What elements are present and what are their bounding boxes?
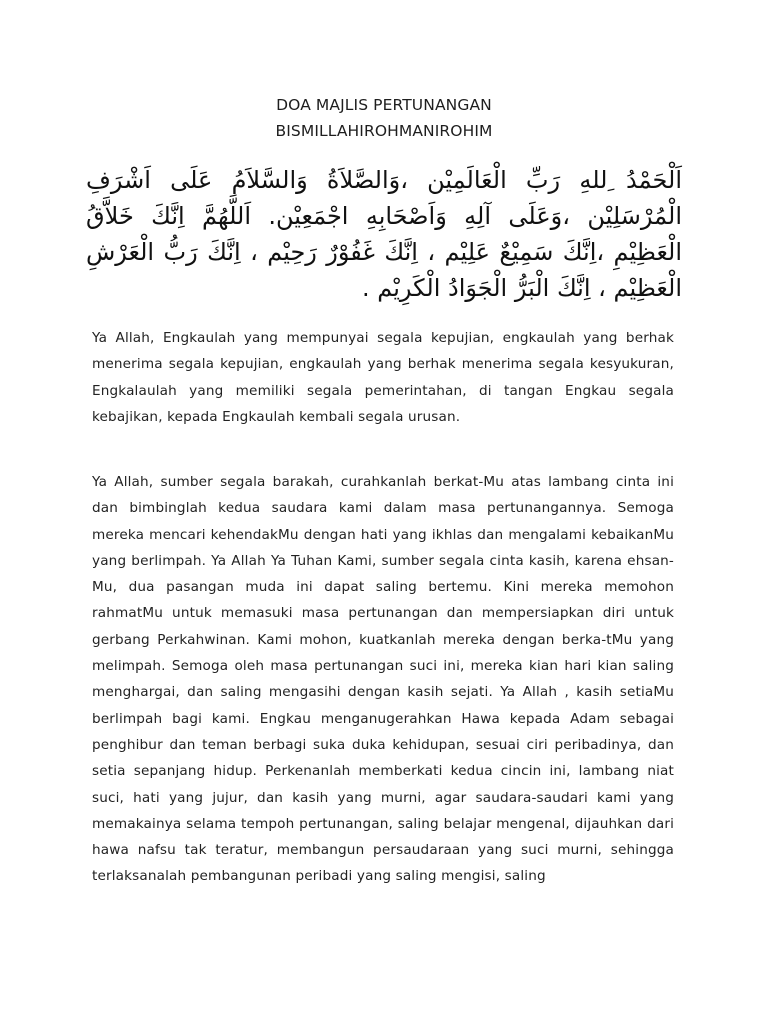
body-paragraph-1: Ya Allah, Engkaulah yang mempunyai segala kepujian, engkaulah yang berhak menerima segala kepujian, engkaulah yang berhak menerima segala kesyukuran, Engkalaulah yang memiliki segala pemerintahan, di tangan Engkau segala kebajikan, kepada Engkaulah kembali segala urusan. xyxy=(92,330,674,425)
document-subtitle: BISMILLAHIROHMANIROHIM xyxy=(275,122,493,140)
arabic-prayer-text: اَلْحَمْدُ ِللهِ رَبِّ الْعَالَمِيْن ،وَالصَّلاَةُ وَالسَّلاَمُ عَلَى اَشْرَفِ الْمُرْسَلِيْن ،وَعَلَى آلِهِ وَاَصْحَابِهِ اجْمَعِيْن. اَللَّهُمَّ اِنَّكَ خَلاَّقُ الْعَظِيْمِ ،اِنَّكَ سَمِيْعٌ عَلِيْم ، اِنَّكَ غَفُوْرٌ رَحِيْم ، اِنَّكَ رَبُّ الْعَرْشِ الْعَظِيْم ، اِنَّكَ الْبَرُّ الْجَوَادُ الْكَرِيْم . xyxy=(86,166,682,302)
title-block xyxy=(0,92,768,144)
body-paragraph-2: Ya Allah, sumber segala barakah, curahkanlah berkat-Mu atas lambang cinta ini dan bimbinglah kedua saudara kami dalam masa pertunangannya. Semoga mereka mencari kehendakMu dengan hati yang ikhlas dan mengalami kebaikanMu yang berlimpah. Ya Allah Ya Tuhan Kami, sumber segala cinta kasih, karena ehsan-Mu, dua pasangan muda ini dapat saling bertemu. Kini mereka memohon rahmatMu untuk memasuki masa pertunangan dan mempersiapkan diri untuk gerbang Perkahwinan. Kami mohon, kuatkanlah mereka dengan berka-tMu yang melimpah. Semoga oleh masa pertunangan suci ini, mereka kian hari kian saling menghargai, dan saling mengasihi dengan kasih sejati. Ya Allah , kasih setiaMu berlimpah bagi kami. Engkau menganugerahkan Hawa kepada Adam sebagai penghibur dan teman berbagi suka duka kehidupan, sesuai ciri peribadinya, dan setia sepanjang hidup. Perkenanlah memberkati kedua cincin ini, lambang niat suci, hati yang jujur, dan kasih yang murni, agar saudara-saudari kami yang memakainya selama tempoh pertunangan, saling belajar mengenal, dijauhkan dari hawa nafsu tak teratur, membangun persaudaraan yang suci murni, sehingga terlaksanalah pembangunan peribadi yang saling mengisi, saling xyxy=(92,474,674,885)
document-title: DOA MAJLIS PERTUNANGAN xyxy=(276,96,492,114)
